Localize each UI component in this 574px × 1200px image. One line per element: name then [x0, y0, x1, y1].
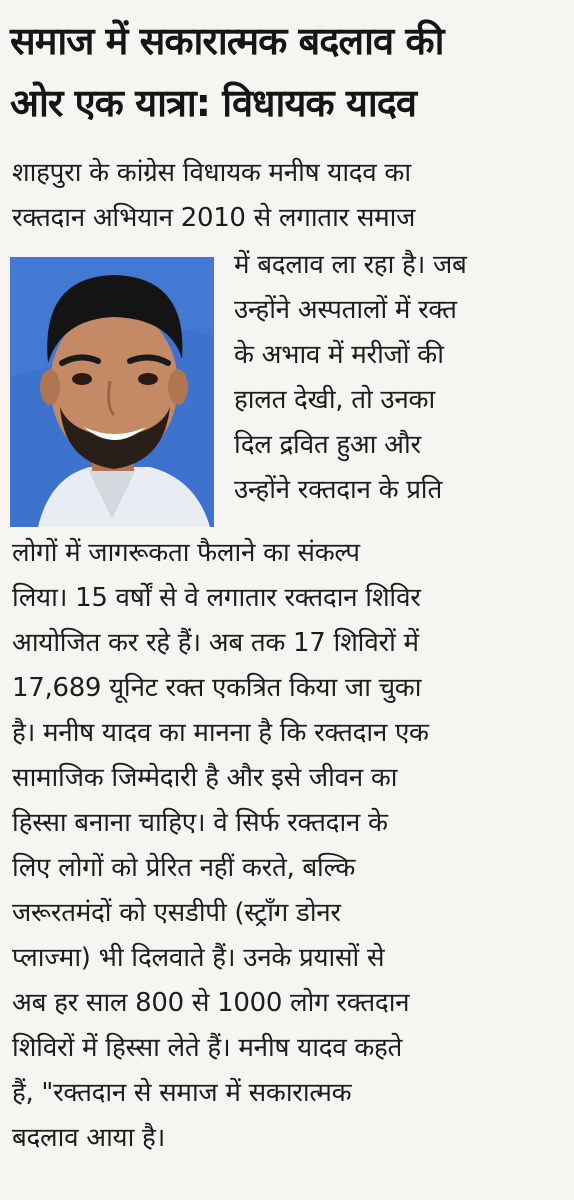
body-line: लिए लोगों को प्रेरित नहीं करते, बल्कि [12, 853, 356, 883]
body-line: बदलाव आया है। [12, 1123, 166, 1153]
body-line: हालत देखी, तो उनका [234, 385, 435, 415]
headline-line-1: समाज में सकारात्मक बदलाव की [10, 19, 444, 63]
headline-line-2: ओर एक यात्रा: विधायक यादव [10, 81, 417, 125]
body-line: प्लाज्मा) भी दिलवाते हैं। उनके प्रयासों से [12, 943, 385, 973]
body-line: दिल द्रवित हुआ और [234, 430, 421, 460]
body-line: आयोजित कर रहे हैं। अब तक 17 शिविरों में [12, 628, 419, 658]
body-line: लिया। 15 वर्षों से वे लगातार रक्तदान शिविर [12, 583, 421, 613]
body-line: सामाजिक जिम्मेदारी है और इसे जीवन का [12, 763, 398, 793]
body-line: है। मनीष यादव का मानना है कि रक्तदान एक [12, 718, 429, 748]
body-line: लोगों में जागरूकता फैलाने का संकल्प [12, 538, 360, 568]
body-line: अब हर साल 800 से 1000 लोग रक्तदान [12, 988, 410, 1018]
body-line: में बदलाव ला रहा है। जब [234, 250, 467, 280]
body-line: 17,689 यूनिट रक्त एकत्रित किया जा चुका [12, 673, 422, 703]
intro-line: रक्तदान अभियान 2010 से लगातार समाज [12, 203, 416, 233]
body-line: उन्होंने रक्तदान के प्रति [234, 475, 442, 505]
intro-line: शाहपुरा के कांग्रेस विधायक मनीष यादव का [12, 158, 411, 188]
body-line: जरूरतमंदों को एसडीपी (स्ट्रॉंग डोनर [12, 898, 341, 928]
body-line: उन्होंने अस्पतालों में रक्त [234, 295, 457, 325]
body-line: शिविरों में हिस्सा लेते हैं। मनीष यादव कहते [12, 1033, 403, 1063]
portrait-image [10, 257, 214, 527]
portrait-photo [10, 257, 214, 527]
body-line: हैं, "रक्तदान से समाज में सकारात्मक [12, 1078, 352, 1108]
body-line: के अभाव में मरीजों की [234, 340, 444, 370]
body-line: हिस्सा बनाना चाहिए। वे सिर्फ रक्तदान के [12, 808, 388, 838]
